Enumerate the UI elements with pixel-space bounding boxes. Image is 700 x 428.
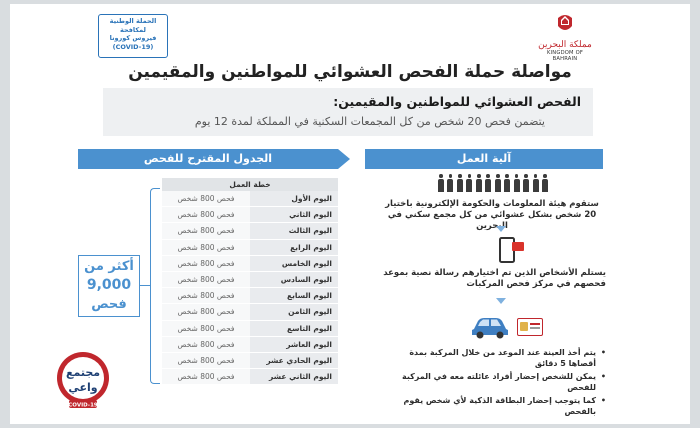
total-line1: أكثر من [84,259,134,274]
person-icon [447,174,453,192]
car-icon [470,315,510,339]
person-icon [542,174,548,192]
schedule-bracket [150,188,160,384]
schedule-count: فحص 800 شخص [162,304,250,319]
schedule-count: فحص 800 شخص [162,240,250,255]
table-row [162,337,338,353]
schedule-day: اليوم الثاني [250,207,338,222]
step-sms-text: يستلم الأشخاص الذين تم اختيارهم رسالة نصية بموعد فحصهم في مركز فحص المركبات [383,268,606,289]
person-icon [523,174,529,192]
total-number: 9,000 [86,277,132,293]
logo-english: KINGDOM OF BAHRAIN [546,50,584,62]
logo-arabic: مملكة البحرين [538,40,592,50]
mujtama-waei-logo [55,348,111,412]
mujtama-line2: واعي [68,381,98,394]
schedule-count: فحص 800 شخص [162,337,250,352]
person-icon [457,174,463,192]
list-item: • كما يتوجب إحضار البطاقة الذكية لأي شخص يقوم بالفحص [380,395,606,417]
schedule-day: اليوم التاسع [250,321,338,336]
table-row [162,223,338,239]
schedule-table [162,178,338,385]
person-icon [476,174,482,192]
schedule-day: اليوم الثالث [250,223,338,238]
person-icon [466,174,472,192]
table-row [162,369,338,385]
id-card-icon [517,318,543,336]
message-icon [512,242,524,251]
schedule-count: فحص 800 شخص [162,191,250,206]
people-icon [438,174,548,192]
schedule-day: اليوم الثاني عشر [250,369,338,384]
person-icon [495,174,501,192]
table-row [162,353,338,369]
person-icon [504,174,510,192]
total-tests-box [78,255,140,317]
step-test-notes [380,347,606,419]
crest-icon [553,12,577,36]
step-selection-text: ستقوم هيئة المعلومات والحكومة الإلكترونية باختيار 20 شخص بشكل عشوائي من كل مجمع سكني في البحرين [385,199,599,231]
total-line3: فحص [91,297,127,312]
page-title: مواصلة حملة الفحص العشوائي للمواطنين والمقيمين [128,62,572,82]
header-arrow-icon [338,149,350,169]
schedule-day: اليوم العاشر [250,337,338,352]
table-row [162,288,338,304]
campaign-badge-line: فيروس كورونا [109,34,157,42]
down-arrow-icon [496,298,506,304]
intro-text: يتضمن فحص 20 شخص من كل المجمعات السكنية في المملكة لمدة 12 يوم [194,115,545,128]
list-item: • يمكن للشخص إحضار أفراد عائلته معه في المركبة للفحص [380,371,606,393]
mechanism-header: آلية العمل [365,149,603,169]
schedule-day: اليوم الأول [250,191,338,206]
schedule-day: اليوم الرابع [250,240,338,255]
intro-heading: الفحص العشوائي للمواطنين والمقيمين: [333,94,581,109]
campaign-badge-line: الحملة الوطنية [109,17,157,25]
schedule-day: اليوم الحادي عشر [250,353,338,368]
schedule-count: فحص 800 شخص [162,288,250,303]
table-row [162,240,338,256]
schedule-count: فحص 800 شخص [162,272,250,287]
schedule-header: الجدول المقترح للفحص [78,149,338,169]
bahrain-logo [535,12,595,62]
table-row [162,256,338,272]
schedule-count: فحص 800 شخص [162,353,250,368]
list-item: • يتم أخذ العينة عند الموعد من خلال المركبة بمدة أقصاها 5 دقائق [380,347,606,369]
mujtama-tag: COVID-19 [68,402,98,409]
table-row [162,304,338,320]
campaign-badge [98,14,168,58]
schedule-count: فحص 800 شخص [162,321,250,336]
table-row [162,207,338,223]
schedule-day: اليوم الخامس [250,256,338,271]
schedule-bracket-tick [140,285,150,286]
campaign-badge-line: لمكافحة [120,25,146,34]
campaign-badge-line: (COVID-19) [112,42,154,51]
mujtama-line1: مجتمع [65,366,101,379]
schedule-day: اليوم الثامن [250,304,338,319]
table-row [162,321,338,337]
schedule-count: فحص 800 شخص [162,256,250,271]
person-icon [485,174,491,192]
intro-box [103,88,593,136]
schedule-count: فحص 800 شخص [162,207,250,222]
schedule-day: اليوم السابع [250,288,338,303]
schedule-count: فحص 800 شخص [162,223,250,238]
table-row [162,191,338,207]
table-row [162,272,338,288]
schedule-day: اليوم السادس [250,272,338,287]
person-icon [438,174,444,192]
person-icon [514,174,520,192]
down-arrow-icon [496,226,506,232]
schedule-table-header: خطة العمل [162,178,338,191]
person-icon [533,174,539,192]
schedule-count: فحص 800 شخص [162,369,250,384]
